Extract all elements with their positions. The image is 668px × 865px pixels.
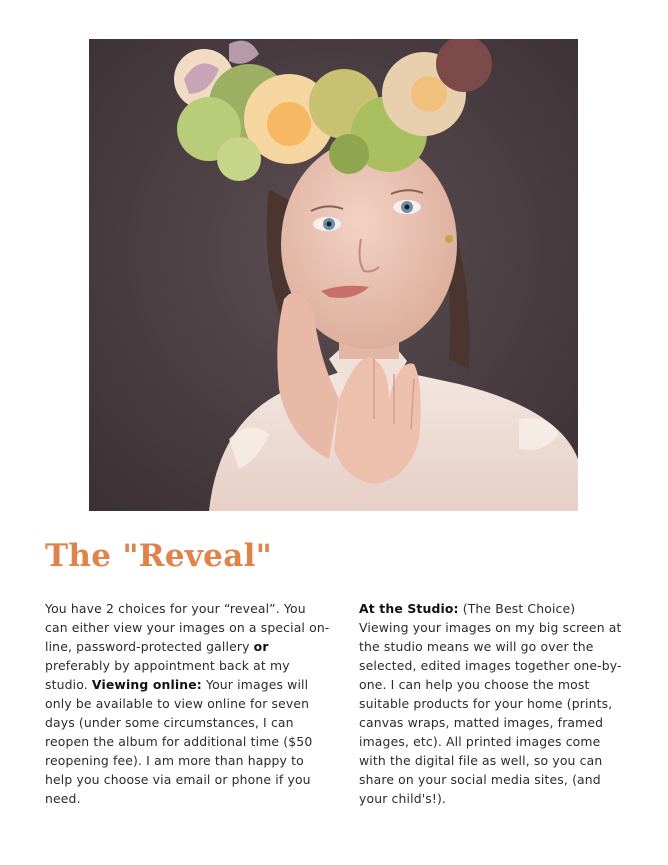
portrait-illustration [89, 39, 578, 511]
left-text-1: You have 2 choices for your “reveal”. You can either view your images on a special on-line, password-protected gallery [45, 601, 330, 654]
left-bold-viewing-online: Viewing online: [91, 677, 202, 692]
right-text-1: (The Best Choice) Viewing your images on my big screen at the studio means we will go over the selected, edited images together one-by-one. I can help you choose the most suitable products for your home (prints, canvas wraps, matted images, framed images, etc). All printed images come with the digital file as well, so you can share on your social media sites, (and your child's!). [359, 601, 622, 806]
portrait-photo [89, 39, 578, 511]
left-column-paragraph [45, 599, 330, 808]
right-column-paragraph [359, 599, 627, 808]
page-title: The "Reveal" [45, 538, 273, 574]
right-bold-at-the-studio: At the Studio: [359, 601, 459, 616]
left-bold-or: or [253, 639, 269, 654]
left-text-3: Your images will only be available to view online for seven days (under some circumstances, I can reopen the album for additional time ($50 reopening fee). I am more than happy to help you choose via email or phone if you need. [45, 677, 313, 806]
left-text-2: preferably by appointment back at my studio. [45, 658, 290, 692]
